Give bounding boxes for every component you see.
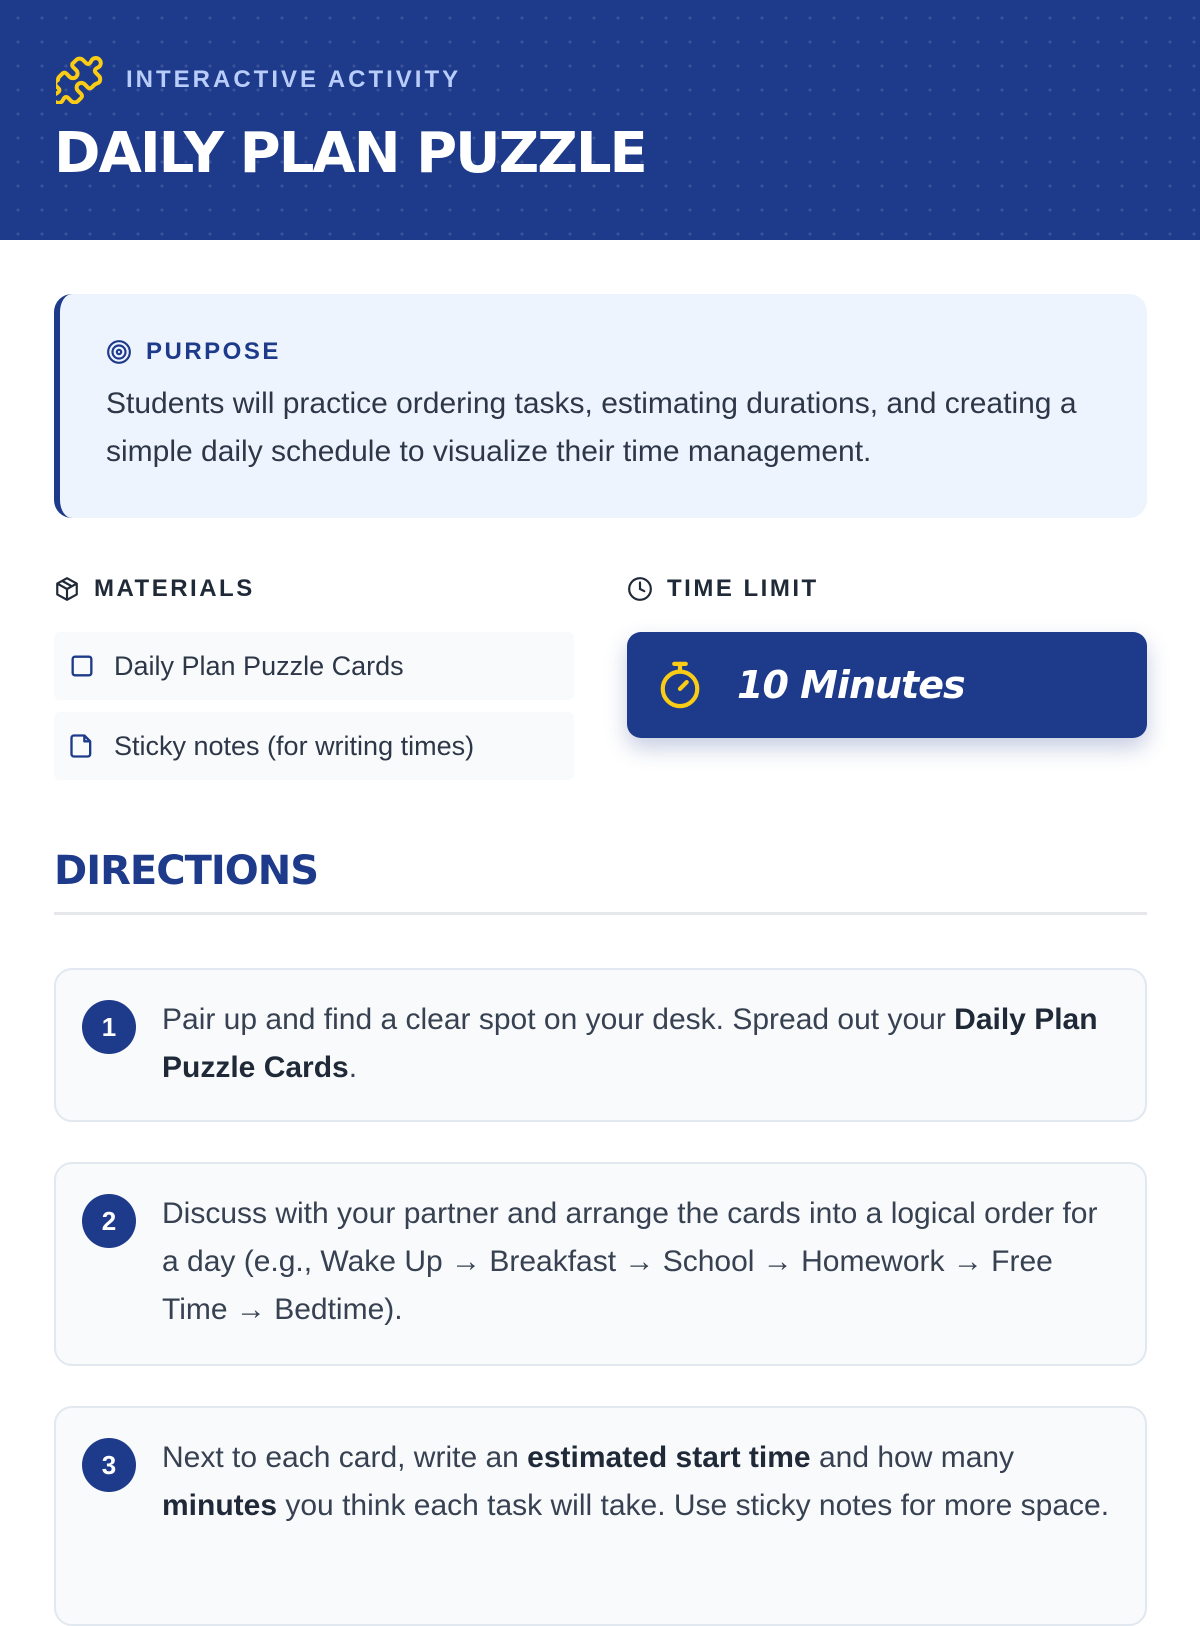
directions-title: DIRECTIONS xyxy=(54,848,319,894)
step-number-badge: 2 xyxy=(82,1194,136,1248)
step-text xyxy=(162,1190,1122,1334)
directions-divider xyxy=(54,912,1147,915)
material-label: Sticky notes (for writing times) xyxy=(114,730,475,761)
materials-heading xyxy=(54,574,255,604)
materials-label: MATERIALS xyxy=(94,575,255,602)
step-text xyxy=(162,1434,1122,1530)
step-text-fragment: Pair up and find a clear spot on your desk. Spread out your xyxy=(162,1003,955,1036)
package-icon xyxy=(54,576,80,602)
step-text xyxy=(162,996,1122,1092)
header-banner xyxy=(0,0,1200,240)
sticky-note-icon xyxy=(68,732,96,760)
step-text-fragment: . xyxy=(348,1051,358,1084)
step-text-fragment: Next to each card, write an xyxy=(162,1441,528,1474)
step-emphasis: estimated start time xyxy=(527,1441,811,1474)
activity-kicker-label: INTERACTIVE ACTIVITY xyxy=(126,66,462,93)
page-title: DAILY PLAN PUZZLE xyxy=(54,121,646,186)
step-text-fragment: Discuss with your partner and arrange the cards into a logical order for a day (e.g., Wake Up → Breakfast → School → Homework → Free Time → Bedtime). xyxy=(162,1197,1098,1326)
stopwatch-icon xyxy=(657,660,703,710)
material-item xyxy=(54,632,574,700)
material-label: Daily Plan Puzzle Cards xyxy=(114,650,404,681)
purpose-heading xyxy=(106,338,281,366)
step-emphasis: minutes xyxy=(162,1489,278,1522)
time-limit-badge xyxy=(627,632,1147,738)
direction-step xyxy=(54,968,1147,1122)
clock-icon xyxy=(627,576,653,602)
purpose-label: PURPOSE xyxy=(146,338,281,365)
time-limit-value: 10 Minutes xyxy=(737,663,965,707)
step-number-badge: 3 xyxy=(82,1438,136,1492)
direction-step xyxy=(54,1162,1147,1366)
puzzle-icon xyxy=(56,56,104,104)
purpose-card xyxy=(54,294,1147,518)
material-item xyxy=(54,712,574,780)
time-limit-heading xyxy=(627,574,819,604)
time-limit-label: TIME LIMIT xyxy=(667,575,819,602)
step-text-fragment: and how many xyxy=(810,1441,1015,1474)
step-emphasis: Daily Plan Puzzle Cards xyxy=(162,1003,1098,1084)
step-text-fragment: you think each task will take. Use sticky notes for more space. xyxy=(277,1489,1110,1522)
target-icon xyxy=(106,339,132,365)
direction-step xyxy=(54,1406,1147,1626)
purpose-text: Students will practice ordering tasks, estimating durations, and creating a simple daily schedule to visualize their time management. xyxy=(106,387,1077,468)
step-number-badge: 1 xyxy=(82,1000,136,1054)
square-icon xyxy=(68,652,96,680)
activity-kicker xyxy=(56,56,461,104)
